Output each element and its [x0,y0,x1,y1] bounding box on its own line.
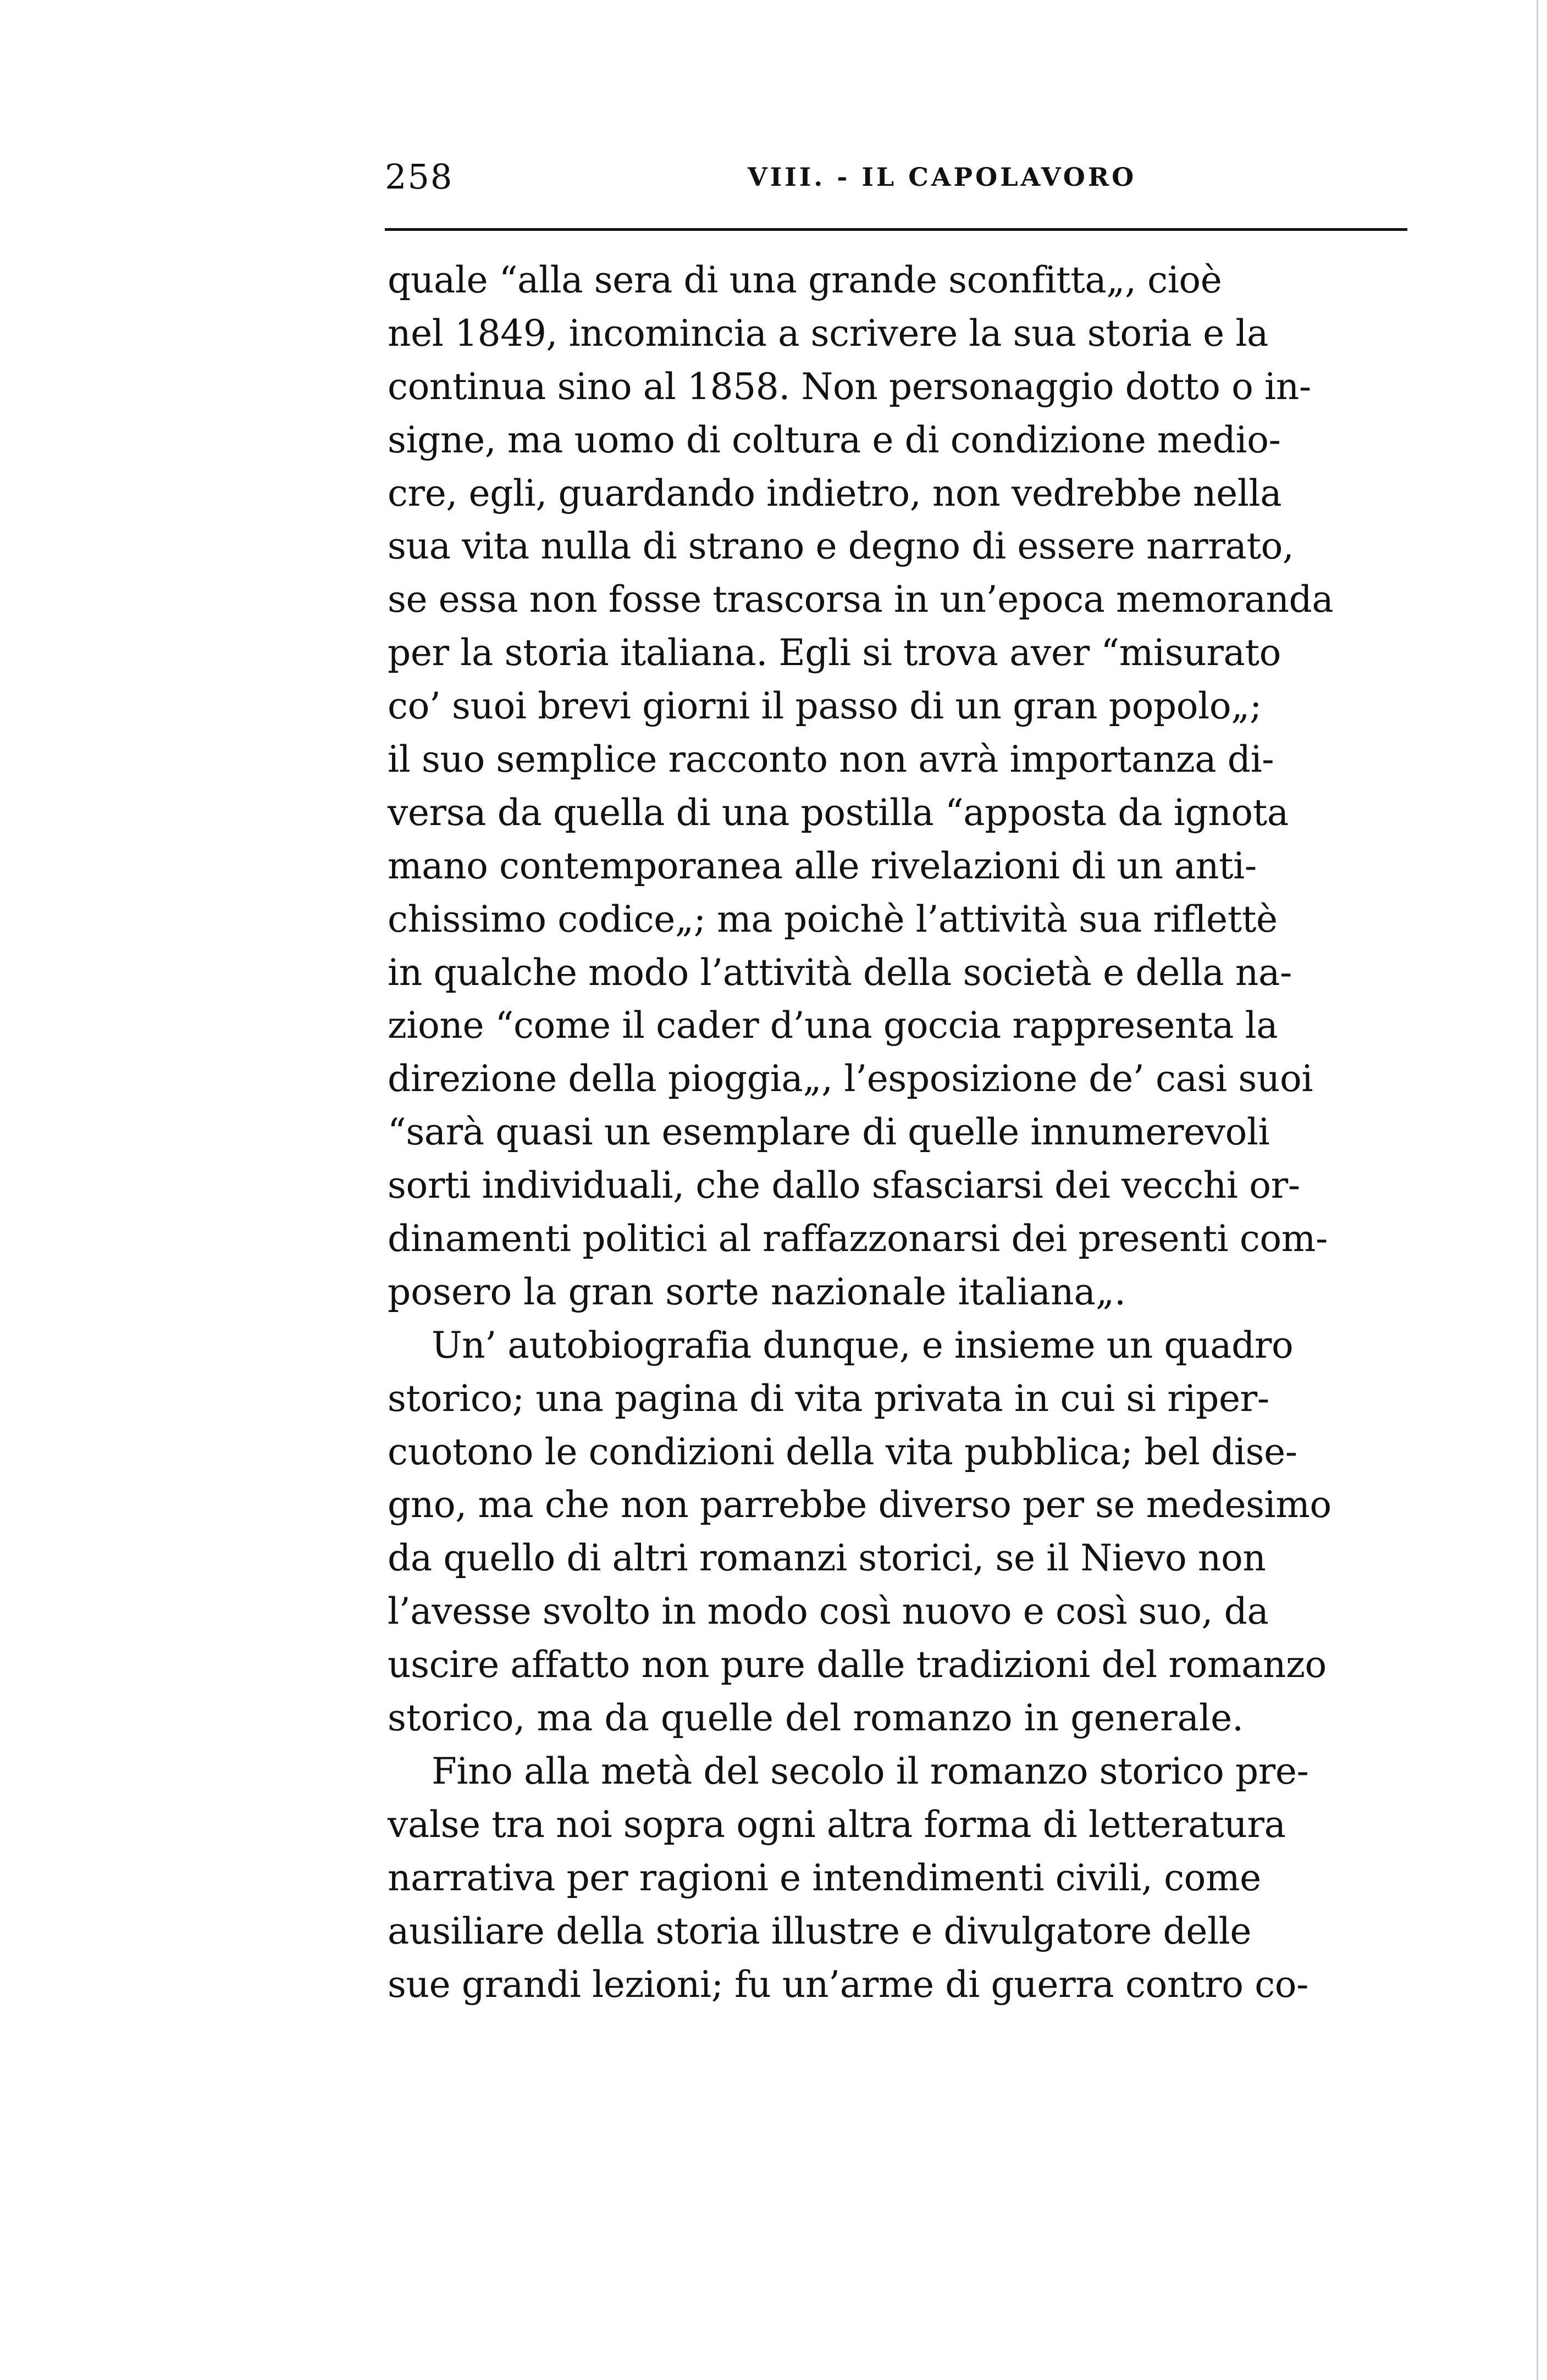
text-line: l’avesse svolto in modo così nuovo e così suo, da [388,1590,1269,1633]
text-line: sorti individuali, che dallo sfasciarsi dei vecchi or- [388,1164,1300,1207]
body-text [388,254,1432,2011]
page-edge [1537,0,1538,2380]
text-line: mano contemporanea alle rivelazioni di un anti- [388,844,1257,887]
chapter-title: VIII. - IL CAPOLAVORO [748,162,1137,192]
text-line: sue grandi lezioni; fu un’arme di guerra contro co- [388,1963,1309,2006]
page-number: 258 [385,157,454,197]
text-line: chissimo codice„; ma poichè l’attività sua riflettè [388,898,1278,940]
running-head [385,157,1407,201]
text-line: posero la gran sorte nazionale italiana„. [388,1270,1126,1313]
text-line: il suo semplice racconto non avrà importanza di- [388,738,1274,781]
text-line: per la storia italiana. Egli si trova aver “misurato [388,632,1281,674]
text-line: cre, egli, guardando indietro, non vedrebbe nella [388,472,1282,514]
text-line: storico, ma da quelle del romanzo in generale. [388,1697,1244,1740]
header-rule [385,228,1407,231]
text-line: co’ suoi brevi giorni il passo di un gran popolo„; [388,685,1262,728]
text-line: uscire affatto non pure dalle tradizioni del romanzo [388,1643,1327,1686]
text-line: da quello di altri romanzi storici, se il Nievo non [388,1537,1266,1580]
text-line: zione “come il cader d’una goccia rappresenta la [388,1004,1278,1047]
text-line: continua sino al 1858. Non personaggio dotto o in- [388,365,1311,408]
text-line: “sarà quasi un esemplare di quelle innumerevoli [388,1111,1270,1154]
text-line: storico; una pagina di vita privata in cui si riper- [388,1377,1269,1420]
text-line: gno, ma che non parrebbe diverso per se medesimo [388,1484,1331,1526]
text-line: se essa non fosse trascorsa in un’epoca memoranda [388,578,1334,621]
text-line: narrativa per ragioni e intendimenti civili, come [388,1856,1261,1899]
text-line: cuotono le condizioni della vita pubblica; bel dise- [388,1430,1297,1473]
text-line: direzione della pioggia„, l’esposizione de’ casi suoi [388,1058,1313,1100]
text-line: Un’ autobiografia dunque, e insieme un quadro [432,1324,1294,1366]
text-line: nel 1849, incomincia a scrivere la sua storia e la [388,312,1268,355]
text-line: dinamenti politici al raffazzonarsi dei presenti com- [388,1217,1328,1260]
text-line: valse tra noi sopra ogni altra forma di letteratura [388,1803,1286,1846]
text-line: signe, ma uomo di coltura e di condizione medio- [388,418,1281,461]
text-line: versa da quella di una postilla “apposta da ignota [388,791,1289,834]
text-line: in qualche modo l’attività della società e della na- [388,951,1292,994]
text-line: ausiliare della storia illustre e divulgatore delle [388,1909,1252,1952]
text-line: quale “alla sera di una grande sconfitta„, cioè [388,259,1222,301]
text-line: Fino alla metà del secolo il romanzo storico pre- [432,1750,1309,1792]
text-line: sua vita nulla di strano e degno di essere narrato, [388,525,1294,568]
